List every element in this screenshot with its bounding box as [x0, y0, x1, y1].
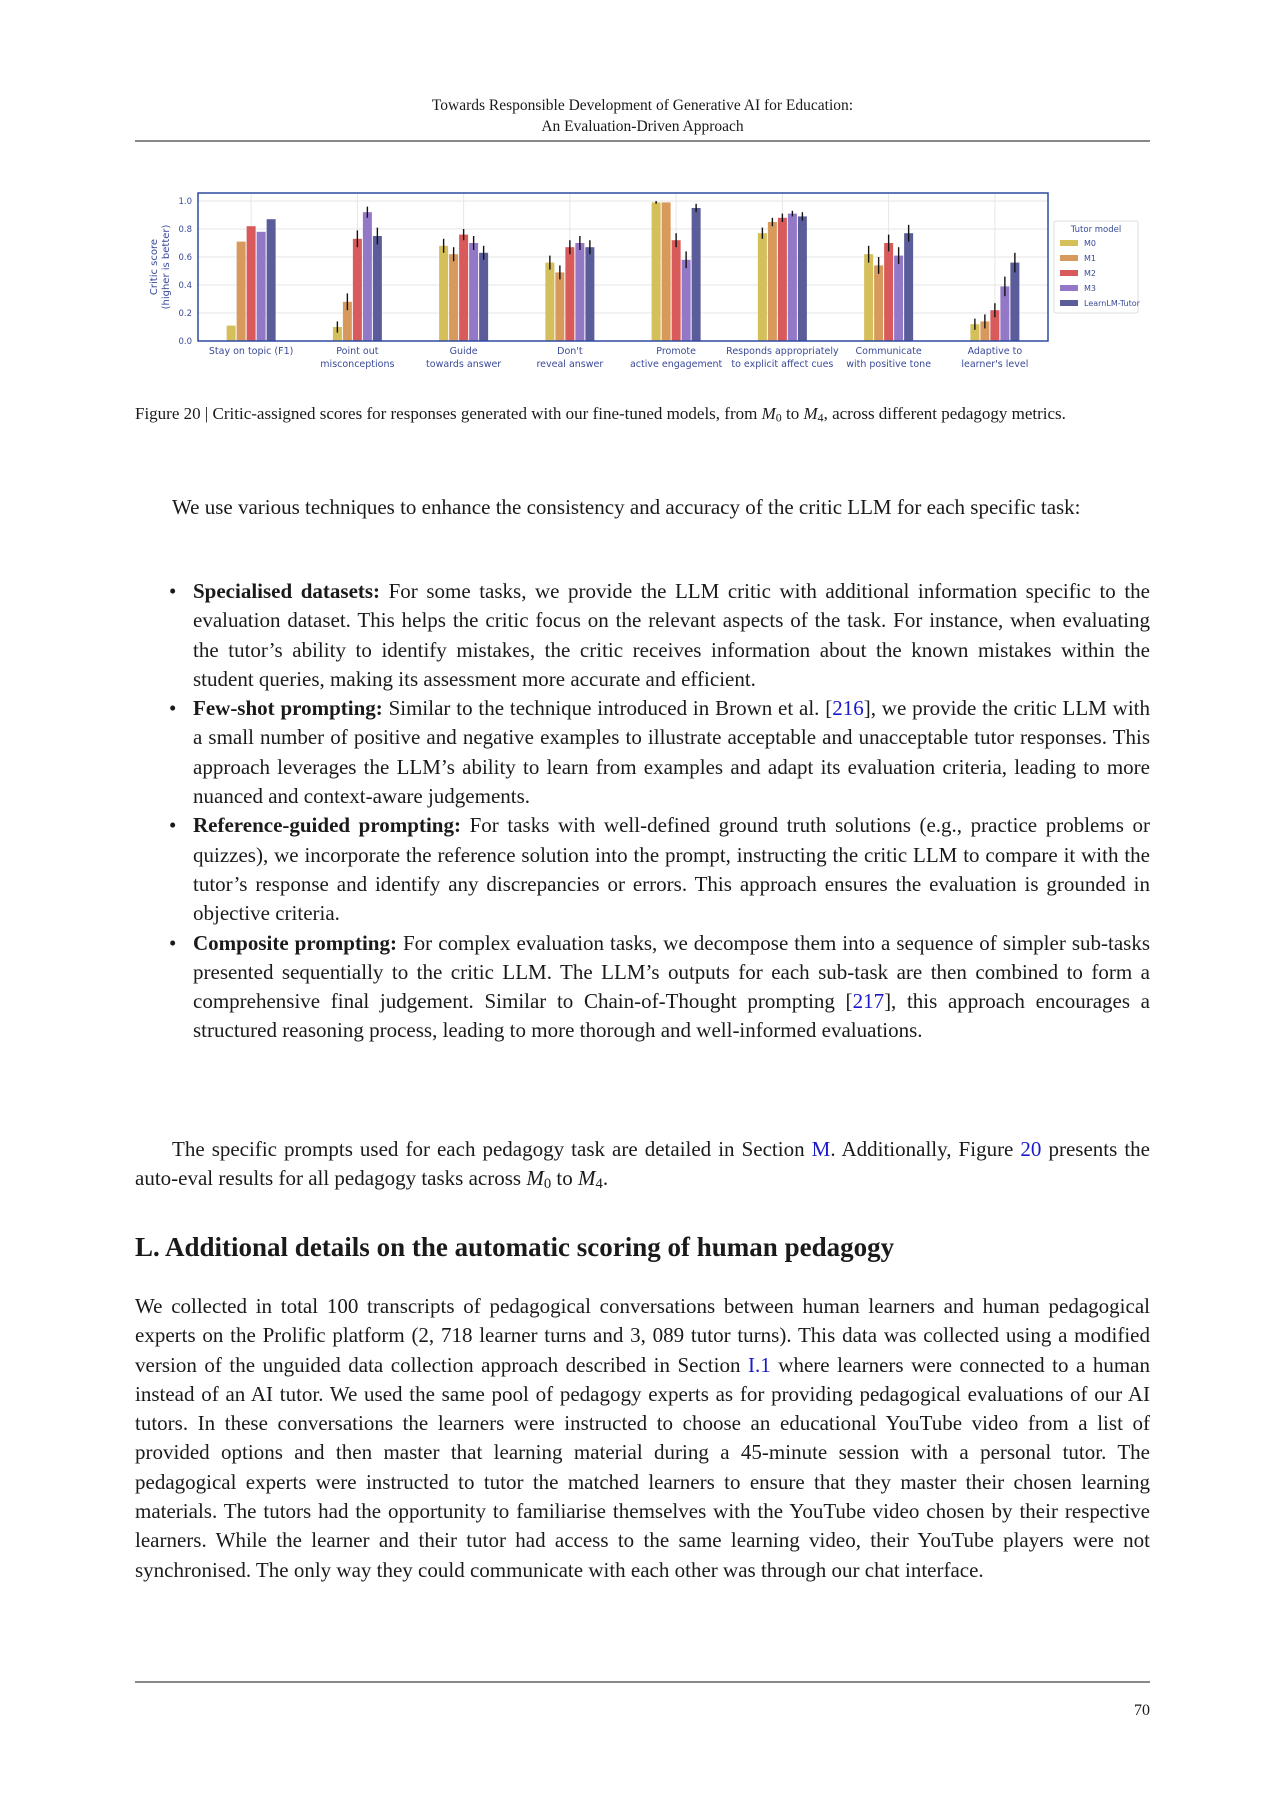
caption-text: to: [781, 404, 804, 423]
header-line-1: Towards Responsible Development of Generative AI for Education:: [431, 97, 854, 114]
bar-m1: [555, 272, 564, 341]
paragraph-prompts: [135, 1135, 1150, 1200]
x-tick-label: Point out: [336, 346, 379, 357]
bar-m2: [353, 239, 362, 341]
footer-rule: [135, 1681, 1150, 1683]
legend-swatch: [1060, 240, 1078, 246]
bar-m2: [459, 235, 468, 341]
page-number: 70: [1134, 1702, 1150, 1719]
figure-caption: [135, 402, 1150, 429]
bar-m2: [247, 226, 256, 341]
paragraph-text: The specific prompts used for each pedagogy task are detailed in Section: [172, 1137, 812, 1161]
x-tick-label: active engagement: [629, 359, 723, 370]
paragraph-text: .: [602, 1166, 609, 1191]
x-tick-label: Guide: [449, 346, 478, 357]
math-sub: 4: [595, 1176, 603, 1193]
y-axis-label: (higher is better): [161, 224, 172, 310]
bar-m0: [227, 326, 236, 341]
y-tick-label: 0.0: [178, 337, 192, 347]
y-tick-label: 0.2: [178, 309, 192, 319]
bar-learnlm-tutor: [904, 233, 913, 341]
bar-learnlm-tutor: [373, 236, 382, 341]
bar-m3: [257, 232, 266, 341]
math-sub: 4: [817, 410, 824, 425]
bar-m1: [237, 242, 246, 341]
bar-m3: [682, 260, 691, 341]
plot-frame: [198, 193, 1048, 341]
bar-learnlm-tutor: [1010, 263, 1019, 341]
math-m: M: [803, 404, 818, 423]
bullet-icon: •: [169, 696, 177, 721]
x-tick-label: Stay on topic (F1): [208, 346, 294, 357]
bar-m0: [864, 254, 873, 341]
bar-learnlm-tutor: [692, 208, 701, 341]
paragraph-text: to: [551, 1166, 578, 1191]
figure-20: [135, 190, 1150, 380]
bar-learnlm-tutor: [798, 216, 807, 341]
caption-label: Figure 20 |: [135, 404, 213, 423]
bullet-icon: •: [169, 813, 177, 838]
bullet-icon: •: [169, 579, 177, 603]
bar-m2: [565, 247, 574, 341]
x-tick-label: Adaptive to: [967, 346, 1023, 357]
section-heading: L. Additional details on the automatic scoring of human pedagogy: [135, 1232, 895, 1262]
bar-m3: [363, 212, 372, 341]
bar-m1: [768, 222, 777, 341]
list-item: [135, 811, 1150, 928]
item-text: For tasks with well-defined ground truth solutions (e.g., practice problems or quizzes), we incorporate the reference solution into the prompt, instructing the critic LLM to compare it with the tutor’s response and identify any discrepancies or errors. This approach ensures the evaluation is grounded in objective criteria.: [193, 813, 1150, 926]
x-tick-label: misconceptions: [320, 359, 395, 370]
legend-label: M2: [1084, 269, 1096, 278]
legend-label: M3: [1084, 284, 1096, 293]
paragraph-text: . Additionally, Figure: [830, 1137, 1021, 1161]
item-title: Composite prompting:: [193, 930, 397, 955]
caption-text: , across different pedagogy metrics.: [823, 404, 1066, 423]
list-item: [135, 577, 1150, 694]
header-rule: [135, 140, 1150, 142]
legend-title: Tutor model: [1070, 225, 1122, 235]
bar-m2: [672, 240, 681, 341]
bar-m2: [778, 218, 787, 341]
item-title: Reference-guided prompting:: [193, 813, 461, 838]
legend-label: M0: [1084, 239, 1096, 248]
x-tick-label: towards answer: [426, 359, 502, 370]
item-title: Specialised datasets:: [193, 579, 381, 603]
math-m: M: [526, 1166, 544, 1191]
legend-swatch: [1060, 255, 1078, 261]
paragraph-human-pedagogy: [135, 1292, 1150, 1585]
legend-swatch: [1060, 270, 1078, 276]
x-tick-label: Communicate: [855, 346, 922, 357]
item-text: Similar to the technique introduced in Brown et al. [: [382, 696, 833, 721]
bar-m3: [894, 256, 903, 341]
math-m: M: [578, 1166, 596, 1191]
item-text: ], this approach encourages a structured reasoning process, leading to more thorough and well-informed evaluations.: [193, 989, 1150, 1043]
y-tick-label: 1.0: [178, 197, 192, 207]
bar-m1: [449, 254, 458, 341]
y-axis-label: Critic score: [149, 238, 160, 296]
bullet-icon: •: [169, 930, 177, 955]
citation-link[interactable]: 216: [832, 696, 864, 721]
bar-m0: [545, 263, 554, 341]
bar-learnlm-tutor: [479, 253, 488, 341]
bar-m3: [788, 214, 797, 341]
legend-label: LearnLM-Tutor: [1084, 299, 1140, 308]
paragraph-text: presents the auto-eval results for all pedagogy tasks across: [135, 1137, 1150, 1191]
paragraph-text: We collected in total 100 transcripts of pedagogical conversations between human learners and human pedagogical experts on the Prolific platform (2, 718 learner turns and 3, 089 tutor turns). This data was collected using a modified version of the unguided data collection approach described in Section: [135, 1294, 1150, 1377]
x-tick-label: Promote: [656, 346, 696, 357]
bar-learnlm-tutor: [267, 219, 276, 341]
x-tick-label: with positive tone: [846, 359, 932, 370]
legend-swatch: [1060, 300, 1078, 306]
legend-label: M1: [1084, 254, 1096, 263]
section-link[interactable]: M: [811, 1137, 831, 1161]
header-line-2: An Evaluation-Driven Approach: [541, 118, 744, 135]
list-item: [135, 694, 1150, 811]
y-tick-label: 0.4: [178, 281, 192, 291]
x-tick-label: Don't: [557, 346, 583, 357]
technique-list: [135, 577, 1150, 1046]
intro-paragraph: We use various techniques to enhance the consistency and accuracy of the critic LLM for each specific task:: [172, 495, 1081, 519]
bar-m3: [469, 243, 478, 341]
bar-chart: [135, 190, 1150, 380]
item-title: Few-shot prompting:: [193, 696, 383, 721]
bar-m0: [652, 202, 661, 341]
item-text: ], we provide the critic LLM with a small number of positive and negative examples to illustrate acceptable and unacceptable tutor responses. This approach leverages the LLM’s ability to learn from examples and adapt its evaluation criteria, leading to more nuanced and context-aware judgements.: [193, 696, 1150, 809]
bar-m0: [758, 233, 767, 341]
y-tick-label: 0.6: [178, 253, 192, 263]
item-text: For some tasks, we provide the LLM critic with additional information specific to the evaluation dataset. This helps the critic focus on the relevant aspects of the task. For instance, when evaluating the tutor’s ability to identify mistakes, the critic receives information about the known mistakes within the student queries, making its assessment more accurate and efficient.: [193, 579, 1150, 691]
bar-m1: [662, 202, 671, 341]
caption-text: Critic-assigned scores for responses generated with our fine-tuned models, from: [212, 404, 762, 423]
list-item: [135, 929, 1150, 1046]
section-link[interactable]: I.1: [748, 1352, 771, 1377]
bar-m3: [575, 243, 584, 341]
bar-m2: [884, 243, 893, 341]
math-sub: 0: [775, 410, 782, 425]
citation-link[interactable]: 217: [852, 989, 885, 1014]
legend-swatch: [1060, 285, 1078, 291]
item-text: For complex evaluation tasks, we decompose them into a sequence of simpler sub-tasks presented sequentially to the critic LLM. The LLM’s outputs for each sub-task are then combined to form a comprehensive final judgement. Similar to Chain-of-Thought prompting [: [193, 930, 1150, 1014]
bar-m1: [874, 265, 883, 341]
y-tick-label: 0.8: [178, 225, 192, 235]
figure-link[interactable]: 20: [1020, 1137, 1042, 1161]
bar-m0: [439, 246, 448, 341]
math-sub: 0: [543, 1176, 552, 1193]
paragraph-text: where learners were connected to a human instead of an AI tutor. We used the same pool of pedagogy experts as for providing pedagogical evaluations of our AI tutors. In these conversations the learners were instructed to choose an educational YouTube video from a list of provided options and then master that learning material during a 45-minute session with a personal tutor. The pedagogical experts were instructed to tutor the matched learners to ensure that they master their chosen learning materials. The tutors had the opportunity to familiarise themselves with the YouTube video chosen by their respective learners. While the learner and their tutor had access to the same learning video, their YouTube players were not synchronised. The only way they could communicate with each other was through our chat interface.: [135, 1352, 1151, 1582]
running-header: [135, 95, 1150, 137]
x-tick-label: reveal answer: [536, 359, 604, 370]
x-tick-label: learner's level: [961, 359, 1029, 370]
x-tick-label: to explicit affect cues: [731, 359, 834, 370]
bar-learnlm-tutor: [585, 247, 594, 341]
math-m: M: [761, 404, 776, 423]
x-tick-label: Responds appropriately: [726, 346, 839, 357]
